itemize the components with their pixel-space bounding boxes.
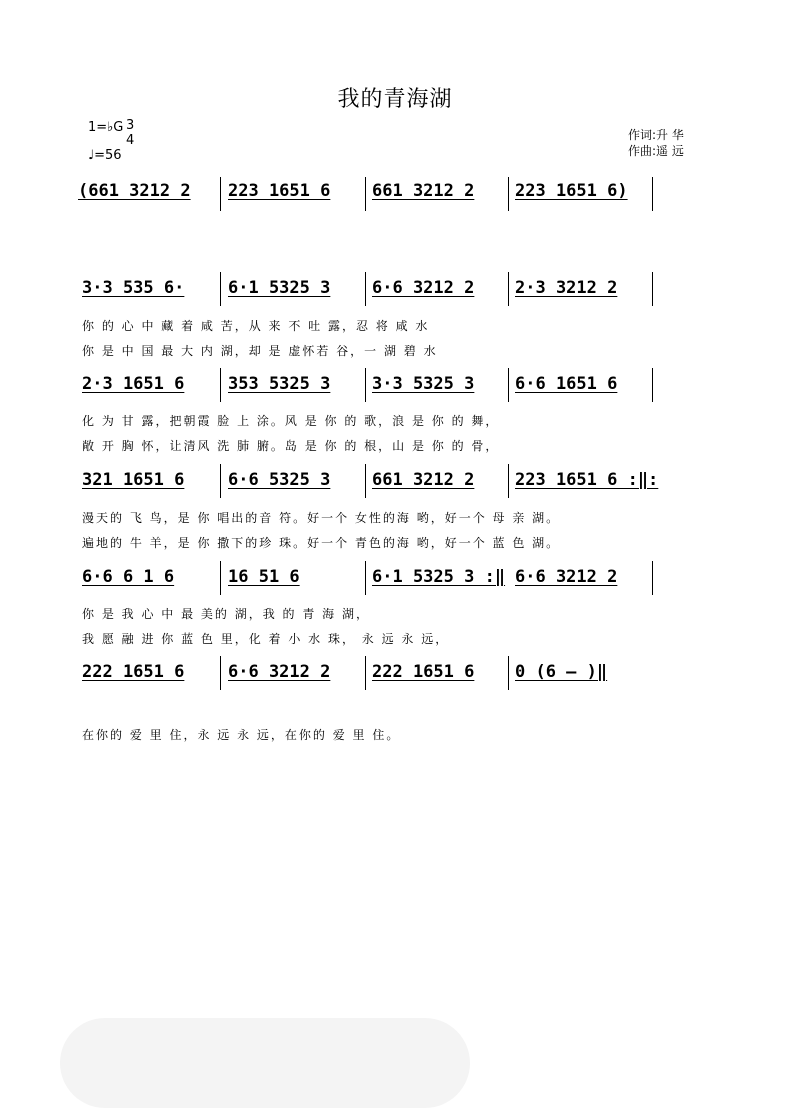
watermark-shape bbox=[60, 1018, 470, 1108]
barline bbox=[365, 272, 366, 306]
lyric-line: 你 是 中 国 最 大 内 湖，却 是 虚怀若 谷，一 湖 碧 水 bbox=[82, 344, 438, 358]
barline bbox=[365, 656, 366, 690]
song-title: 我的青海湖 bbox=[337, 87, 453, 112]
barline bbox=[220, 561, 221, 595]
measure: 223 1651 6 bbox=[228, 181, 331, 201]
barline bbox=[508, 368, 509, 402]
measure: 6·6 3212 2 bbox=[515, 567, 618, 587]
measure: 223 1651 6) bbox=[515, 181, 628, 201]
key-prefix: 1= bbox=[88, 120, 108, 135]
credits bbox=[628, 127, 684, 159]
barline bbox=[220, 272, 221, 306]
measure: 6·6 3212 2 bbox=[228, 662, 331, 682]
barline bbox=[365, 177, 366, 211]
barline bbox=[652, 272, 653, 306]
barline bbox=[220, 368, 221, 402]
measure: 6·6 5325 3 bbox=[228, 470, 331, 490]
score-row-intro bbox=[0, 181, 790, 241]
lyric-line: 我 愿 融 进 你 蓝 色 里，化 着 小 水 珠， 永 远 永 远， bbox=[82, 632, 450, 646]
lyricist: 作词:升 华 bbox=[628, 128, 684, 142]
lyric-line: 在你的 爱 里 住，永 远 永 远，在你的 爱 里 住。 bbox=[82, 728, 401, 742]
measure: 222 1651 6 bbox=[372, 662, 475, 682]
measure: 6·1 5325 3 bbox=[228, 278, 331, 298]
measure: 0 (6 – )‖ bbox=[515, 662, 608, 682]
composer: 作曲:遥 远 bbox=[628, 144, 684, 158]
measure: 6·6 6 1 6 bbox=[82, 567, 175, 587]
lyric-line: 你 的 心 中 藏 着 咸 苦，从 来 不 吐 露，忍 将 咸 水 bbox=[82, 319, 430, 333]
lyric-line: 敞 开 胸 怀，让清风 洗 肺 腑。岛 是 你 的 根，山 是 你 的 骨， bbox=[82, 439, 500, 453]
measure: 223 1651 6 :‖: bbox=[515, 470, 659, 490]
measure: 6·6 1651 6 bbox=[515, 374, 618, 394]
score-row-5 bbox=[0, 662, 790, 722]
lyric-line: 漫天的 飞 鸟，是 你 唱出的音 符。好一个 女性的海 哟，好一个 母 亲 湖。 bbox=[82, 511, 561, 525]
measure: 661 3212 2 bbox=[372, 181, 475, 201]
barline bbox=[652, 561, 653, 595]
barline bbox=[508, 272, 509, 306]
barline bbox=[365, 464, 366, 498]
lyric-line: 你 是 我 心 中 最 美的 湖，我 的 青 海 湖， bbox=[82, 607, 370, 621]
barline bbox=[365, 368, 366, 402]
measure: 2·3 1651 6 bbox=[82, 374, 185, 394]
lyric-line: 遍地的 牛 羊，是 你 撒下的珍 珠。好一个 青色的海 哟，好一个 蓝 色 湖。 bbox=[82, 536, 561, 550]
measure: 6·6 3212 2 bbox=[372, 278, 475, 298]
measure: 321 1651 6 bbox=[82, 470, 185, 490]
barline bbox=[220, 656, 221, 690]
barline bbox=[652, 177, 653, 211]
barline bbox=[508, 177, 509, 211]
tempo-marking bbox=[88, 148, 122, 163]
time-bottom: 4 bbox=[126, 133, 135, 148]
barline bbox=[508, 656, 509, 690]
barline bbox=[220, 177, 221, 211]
measure: 2·3 3212 2 bbox=[515, 278, 618, 298]
measure: 222 1651 6 bbox=[82, 662, 185, 682]
time-signature bbox=[126, 118, 134, 148]
key-signature bbox=[88, 118, 135, 148]
time-top: 3 bbox=[126, 118, 135, 133]
tempo-value: =56 bbox=[94, 148, 122, 163]
measure: 16 51 6 bbox=[228, 567, 300, 587]
measure: (661 3212 2 bbox=[78, 181, 191, 201]
barline bbox=[220, 464, 221, 498]
lyric-line: 化 为 甘 露，把朝霞 脸 上 涂。风 是 你 的 歌，浪 是 你 的 舞， bbox=[82, 414, 500, 428]
barline bbox=[365, 561, 366, 595]
measure: 3·3 5325 3 bbox=[372, 374, 475, 394]
measure: 3·3 535 6· bbox=[82, 278, 185, 298]
measure: 6·1 5325 3 :‖ bbox=[372, 567, 506, 587]
quarter-note-icon: ♩ bbox=[88, 148, 95, 163]
key-note: ♭G bbox=[107, 120, 124, 135]
measure: 353 5325 3 bbox=[228, 374, 331, 394]
measure: 661 3212 2 bbox=[372, 470, 475, 490]
barline bbox=[508, 464, 509, 498]
barline bbox=[652, 368, 653, 402]
